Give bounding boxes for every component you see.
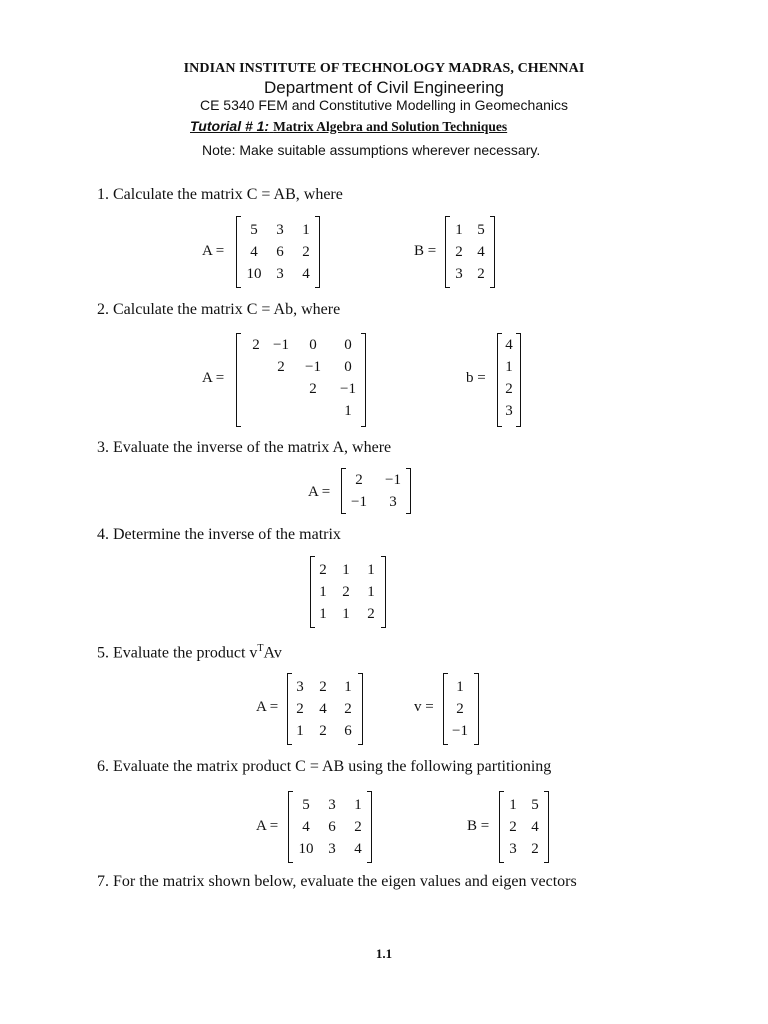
tutorial-title: Matrix Algebra and Solution Techniques: [273, 119, 508, 134]
matrix-cell: −1: [340, 381, 356, 397]
matrix-cell: 2: [319, 723, 327, 739]
matrix-label-q2-a: A =: [202, 370, 225, 386]
matrix-cell: 0: [344, 359, 352, 375]
matrix-cell: 3: [276, 222, 284, 238]
matrix-cell: 1: [456, 679, 464, 695]
question-5: [97, 643, 282, 662]
question-5-text: 5. Evaluate the product v: [97, 644, 258, 662]
matrix-label-q5-a: A =: [256, 699, 279, 715]
institute-name: INDIAN INSTITUTE OF TECHNOLOGY MADRAS, CHENNAI: [183, 61, 585, 76]
matrix-cell: 4: [302, 266, 310, 282]
matrix-cell: 2: [531, 841, 539, 857]
question-2: 2. Calculate the matrix C = Ab, where: [97, 301, 341, 318]
matrix-cell: 2: [354, 819, 362, 835]
matrix-cell: 1: [367, 584, 375, 600]
matrix-cell: 5: [477, 222, 485, 238]
matrix-label-q6-b: B =: [467, 818, 490, 834]
question-1: 1. Calculate the matrix C = AB, where: [97, 186, 343, 203]
matrix-cell: 4: [531, 819, 539, 835]
matrix-label-q1-a: A =: [202, 243, 225, 259]
matrix-cell: 6: [344, 723, 352, 739]
matrix-cell: 1: [342, 562, 350, 578]
note: Note: Make suitable assumptions wherever necessary.: [202, 142, 541, 158]
matrix-cell: 1: [342, 606, 350, 622]
matrix-cell: 1: [367, 562, 375, 578]
matrix-q4: [310, 556, 386, 628]
matrix-cell: 2: [342, 584, 350, 600]
matrix-cell: 2: [455, 244, 463, 260]
matrix-label-q1-b: B =: [414, 243, 437, 259]
question-4: 4. Determine the inverse of the matrix: [97, 526, 341, 543]
matrix-q6-a: [288, 791, 372, 863]
matrix-cell: 4: [250, 244, 258, 260]
matrix-cell: 2: [302, 244, 310, 260]
matrix-cell: 2: [319, 679, 327, 695]
matrix-cell: −1: [273, 337, 289, 353]
matrix-label-q6-a: A =: [256, 818, 279, 834]
matrix-cell: 2: [477, 266, 485, 282]
matrix-cell: 0: [344, 337, 352, 353]
page-number: 1.1: [375, 946, 393, 961]
department-name: Department of Civil Engineering: [263, 78, 504, 97]
matrix-cell: 2: [509, 819, 517, 835]
question-6: 6. Evaluate the matrix product C = AB using the following partitioning: [97, 758, 552, 775]
matrix-cell: 3: [509, 841, 517, 857]
matrix-cell: 6: [276, 244, 284, 260]
question-3: 3. Evaluate the inverse of the matrix A, where: [97, 439, 392, 456]
matrix-cell: 10: [246, 266, 262, 282]
matrix-cell: −1: [452, 723, 468, 739]
matrix-cell: 3: [455, 266, 463, 282]
matrix-label-q3-a: A =: [308, 484, 331, 500]
matrix-cell: 0: [309, 337, 317, 353]
matrix-cell: 5: [302, 797, 310, 813]
matrix-cell: 10: [298, 841, 314, 857]
matrix-cell: 3: [328, 841, 336, 857]
matrix-cell: 4: [505, 337, 513, 353]
matrix-cell: 1: [509, 797, 517, 813]
matrix-q5-a: [287, 673, 363, 745]
matrix-cell: −1: [305, 359, 321, 375]
matrix-cell: 2: [456, 701, 464, 717]
matrix-cell: 5: [250, 222, 258, 238]
matrix-cell: 2: [309, 381, 317, 397]
matrix-cell: 1: [344, 679, 352, 695]
tutorial-heading: [190, 118, 507, 136]
matrix-cell: 1: [505, 359, 513, 375]
matrix-label-q5-v: v =: [414, 699, 434, 715]
matrix-cell: 2: [277, 359, 285, 375]
matrix-cell: 1: [344, 403, 352, 419]
matrix-cell: 1: [319, 584, 327, 600]
matrix-cell: 3: [296, 679, 304, 695]
matrix-cell: 4: [302, 819, 310, 835]
matrix-q2-a: [236, 333, 366, 427]
matrix-cell: 6: [328, 819, 336, 835]
question-5-text-after: Av: [263, 644, 282, 662]
question-7: 7. For the matrix shown below, evaluate the eigen values and eigen vectors: [97, 873, 577, 890]
matrix-cell: 1: [302, 222, 310, 238]
matrix-cell: 3: [389, 494, 397, 510]
matrix-cell: 2: [367, 606, 375, 622]
matrix-cell: 4: [477, 244, 485, 260]
matrix-q3-a: [341, 468, 411, 514]
matrix-cell: 5: [531, 797, 539, 813]
matrix-q5-v: [443, 673, 479, 745]
matrix-cell: 3: [328, 797, 336, 813]
matrix-cell: 3: [505, 403, 513, 419]
matrix-q6-b: [499, 791, 549, 863]
matrix-cell: 1: [354, 797, 362, 813]
matrix-cell: 2: [344, 701, 352, 717]
matrix-cell: 1: [296, 723, 304, 739]
matrix-cell: 2: [296, 701, 304, 717]
matrix-cell: 2: [355, 472, 363, 488]
matrix-label-q2-b: b =: [466, 370, 486, 386]
matrix-q1-b: [445, 216, 495, 288]
matrix-cell: 1: [455, 222, 463, 238]
matrix-cell: 2: [319, 562, 327, 578]
matrix-cell: −1: [385, 472, 401, 488]
course-title: CE 5340 FEM and Constitutive Modelling in Geomechanics: [199, 97, 569, 113]
matrix-q2-b: [497, 333, 521, 427]
transpose-superscript: T: [257, 643, 264, 654]
matrix-cell: 1: [319, 606, 327, 622]
matrix-cell: 2: [505, 381, 513, 397]
matrix-q1-a: [236, 216, 320, 288]
matrix-cell: 4: [319, 701, 327, 717]
matrix-cell: −1: [351, 494, 367, 510]
matrix-cell: 3: [276, 266, 284, 282]
tutorial-label: Tutorial # 1:: [190, 118, 270, 134]
matrix-cell: 2: [252, 337, 260, 353]
matrix-cell: 4: [354, 841, 362, 857]
